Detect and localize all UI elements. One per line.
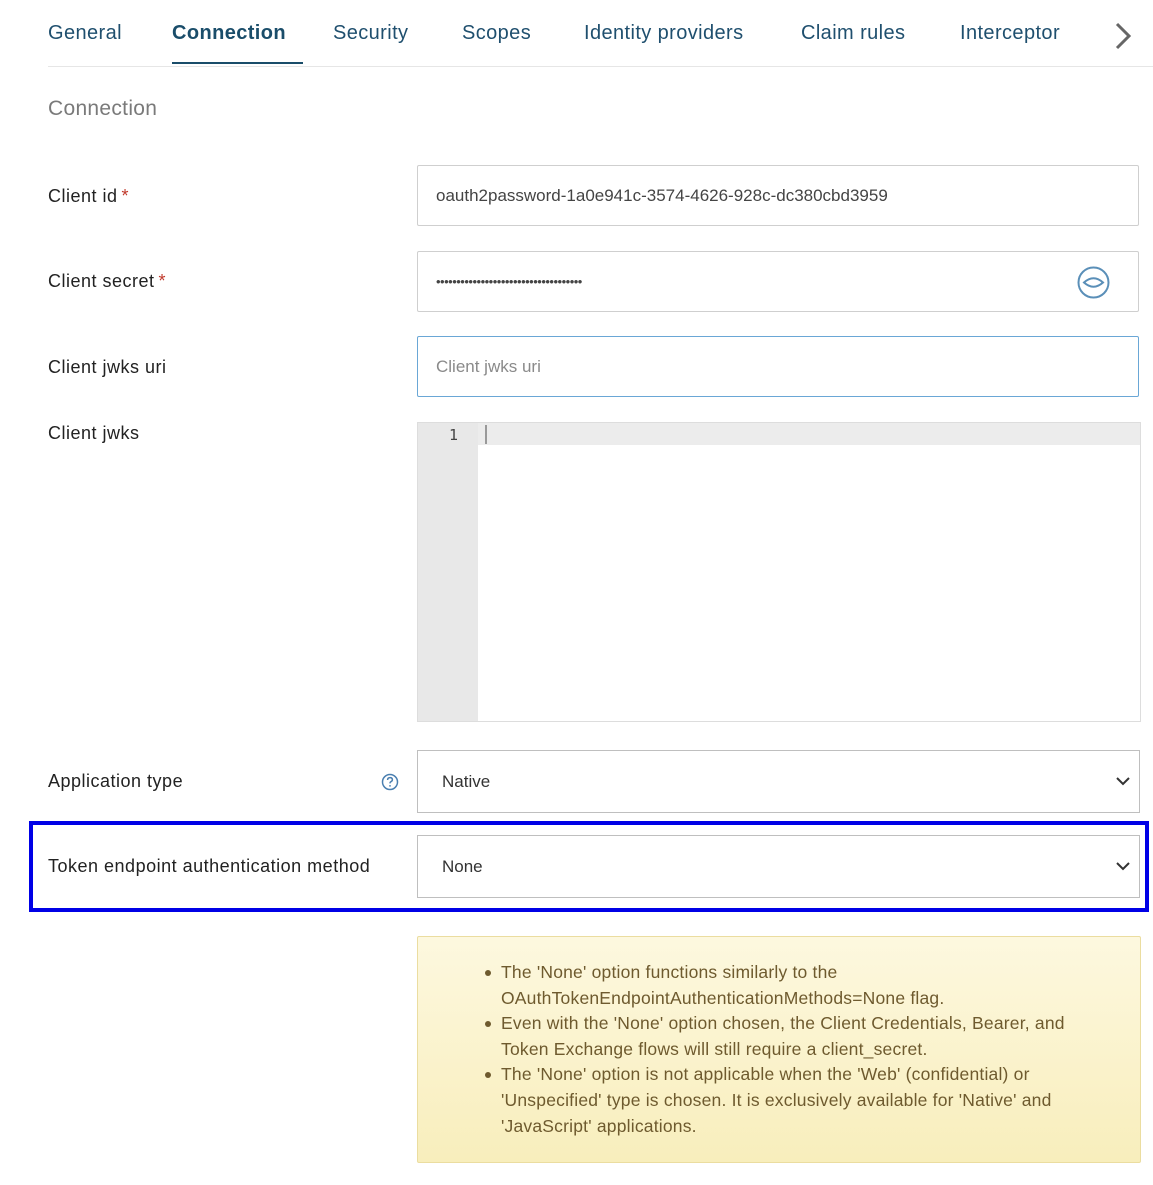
client-jwks-uri-label: Client jwks uri — [48, 357, 167, 377]
client-jwks-uri-input[interactable] — [417, 336, 1139, 397]
token-endpoint-auth-method-value: None — [442, 857, 483, 876]
application-type-help[interactable] — [381, 773, 399, 791]
tabs-next-button[interactable] — [1108, 20, 1138, 52]
client-secret-label-text: Client secret — [48, 271, 155, 291]
editor-cursor — [485, 425, 487, 444]
client-secret-field[interactable] — [417, 251, 1139, 312]
tab-claim-rules[interactable]: Claim rules — [801, 22, 906, 44]
question-circle-icon — [381, 773, 399, 791]
required-mark: * — [121, 186, 130, 206]
eye-icon — [1077, 266, 1110, 299]
client-jwks-uri-placeholder: Client jwks uri — [436, 357, 541, 376]
client-id-label — [48, 186, 129, 207]
tab-scopes[interactable]: Scopes — [462, 22, 532, 44]
tab-connection[interactable]: Connection — [172, 22, 286, 44]
line-number: 1 — [448, 426, 458, 444]
application-type-value: Native — [442, 772, 491, 791]
application-type-label: Application type — [48, 771, 184, 791]
section-title: Connection — [48, 97, 158, 120]
required-mark: * — [158, 271, 167, 291]
editor-active-line — [478, 423, 1140, 445]
note-item: The 'None' option functions similarly to the OAuthTokenEndpointAuthenticationMethods=None flag. — [501, 960, 1113, 1011]
client-jwks-editor[interactable] — [417, 422, 1141, 722]
client-id-field[interactable] — [417, 165, 1139, 226]
application-type-select[interactable] — [417, 750, 1140, 813]
chevron-down-icon — [1115, 773, 1131, 789]
note-item: Even with the 'None' option chosen, the Client Credentials, Bearer, and Token Exchange flows will still require a client_secret. — [501, 1011, 1113, 1062]
warning-note — [417, 936, 1141, 1163]
client-secret-label — [48, 271, 166, 292]
tab-identity-providers[interactable]: Identity providers — [584, 22, 744, 44]
client-id-value: oauth2password-1a0e941c-3574-4626-928c-dc380cbd3959 — [436, 186, 888, 205]
active-tab-indicator — [172, 62, 303, 64]
chevron-right-icon — [1108, 20, 1138, 52]
tab-bar — [48, 0, 1153, 67]
tab-interceptor[interactable]: Interceptor — [960, 22, 1061, 44]
editor-gutter — [418, 423, 478, 721]
client-jwks-label: Client jwks — [48, 423, 140, 443]
chevron-down-icon — [1115, 858, 1131, 874]
client-secret-value: •••••••••••••••••••••••••••••••••••• — [436, 274, 582, 289]
tab-security[interactable]: Security — [333, 22, 409, 44]
client-id-label-text: Client id — [48, 186, 118, 206]
note-list — [501, 960, 1113, 1139]
token-endpoint-auth-method-label: Token endpoint authentication method — [48, 856, 371, 876]
show-secret-button[interactable] — [1077, 265, 1110, 298]
tab-general[interactable]: General — [48, 22, 122, 44]
token-endpoint-auth-method-select[interactable] — [417, 835, 1140, 898]
note-item: The 'None' option is not applicable when the 'Web' (confidential) or 'Unspecified' type is chosen. It is exclusively available for 'Native' and 'JavaScript' applications. — [501, 1062, 1113, 1139]
